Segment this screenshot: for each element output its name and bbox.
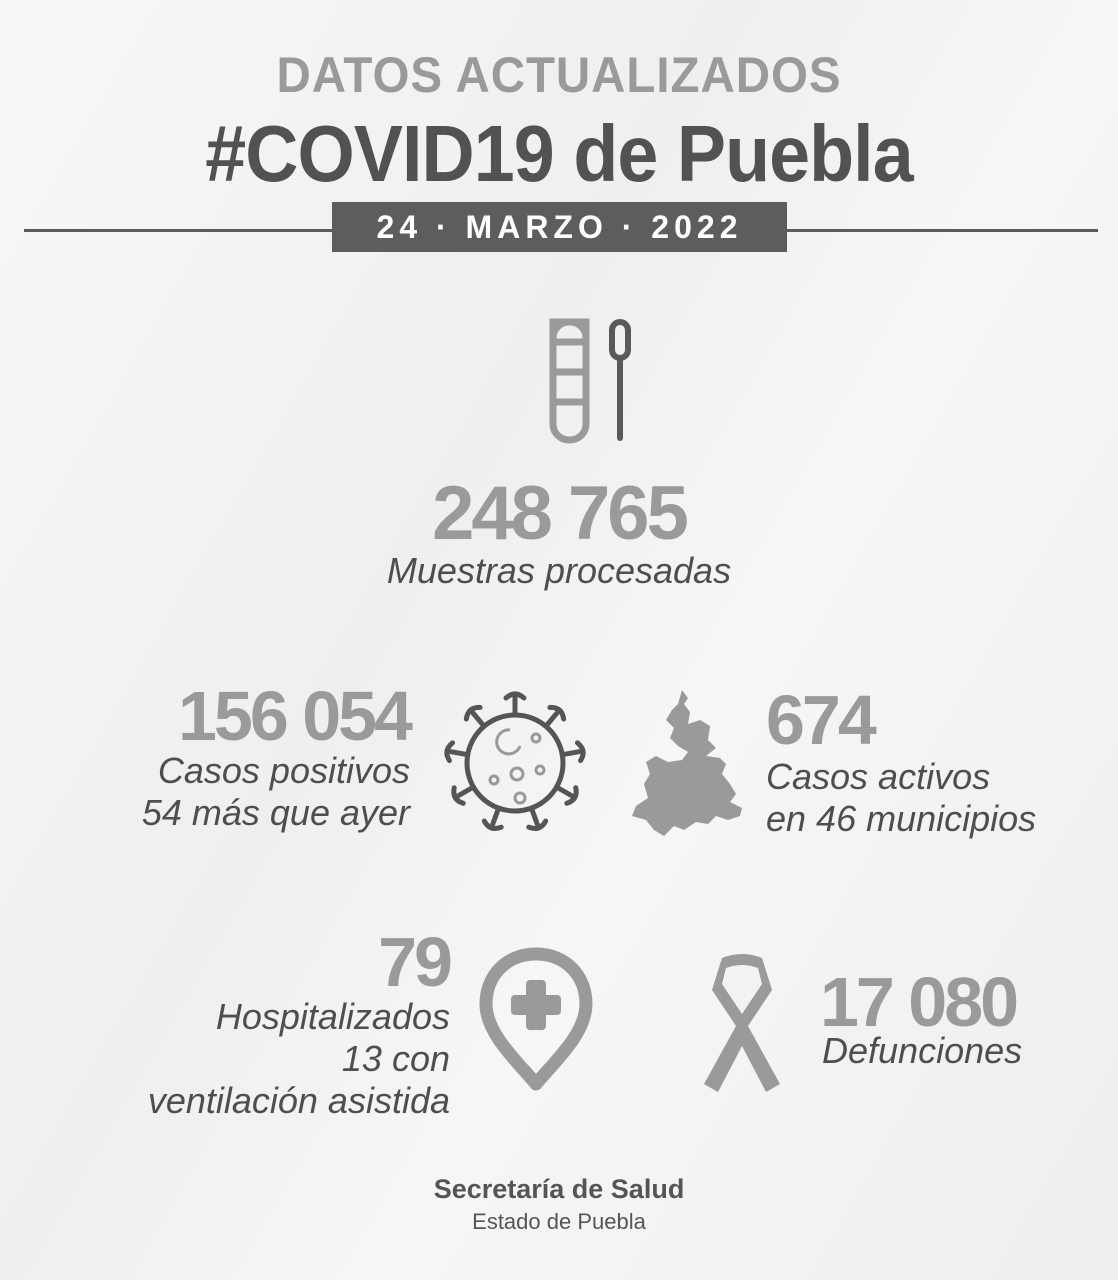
hospitalized-label-line1: Hospitalizados bbox=[215, 996, 450, 1037]
hospital-pin-icon bbox=[478, 946, 594, 1092]
virus-icon bbox=[440, 688, 590, 838]
samples-value: 248 765 bbox=[432, 471, 686, 556]
hospitalized-value: 79 bbox=[378, 923, 450, 1001]
hospitalized-label-line2: 13 con bbox=[341, 1038, 450, 1079]
test-tube-swab-icon bbox=[548, 318, 638, 448]
active-label-line2: en 46 municipios bbox=[766, 798, 1037, 839]
active-label bbox=[766, 756, 1036, 840]
date-badge bbox=[332, 202, 787, 252]
footer-subtitle: Estado de Puebla bbox=[472, 1209, 646, 1234]
active-label-line1: Casos activos bbox=[766, 756, 991, 797]
footer-title: Secretaría de Salud bbox=[433, 1174, 685, 1204]
hospitalized-label bbox=[148, 996, 450, 1122]
header-subtitle: DATOS ACTUALIZADOS bbox=[276, 47, 842, 103]
divider-right bbox=[786, 229, 1098, 232]
active-value: 674 bbox=[766, 681, 874, 759]
date-text: 24 · MARZO · 2022 bbox=[376, 208, 743, 245]
positive-label-line1: Casos positivos bbox=[157, 750, 410, 791]
positive-value: 156 054 bbox=[177, 677, 410, 755]
positive-label-line2: 54 más que ayer bbox=[141, 792, 410, 833]
deaths-value: 17 080 bbox=[820, 963, 1017, 1041]
puebla-map-icon bbox=[630, 690, 750, 838]
positive-label bbox=[142, 750, 410, 834]
divider-left bbox=[24, 229, 334, 232]
page-title: #COVID19 de Puebla bbox=[205, 109, 913, 198]
samples-label: Muestras procesadas bbox=[386, 550, 732, 591]
deaths-label: Defunciones bbox=[822, 1030, 1023, 1071]
ribbon-icon bbox=[692, 950, 792, 1092]
hospitalized-label-line3: ventilación asistida bbox=[147, 1080, 450, 1121]
